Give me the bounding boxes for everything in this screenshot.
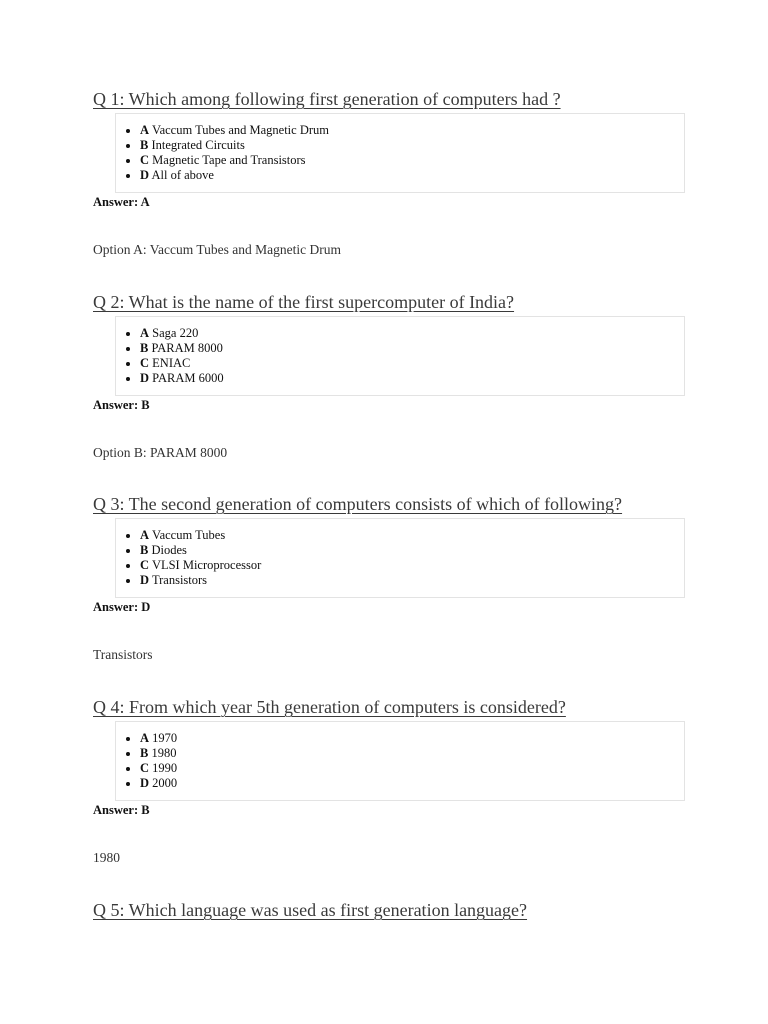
answer-explanation: Option B: PARAM 8000	[93, 445, 228, 460]
option-letter: B	[140, 138, 149, 152]
option-text: Vaccum Tubes	[151, 528, 226, 542]
option-a	[140, 731, 684, 746]
option-letter: A	[140, 326, 150, 340]
question-1	[93, 89, 693, 258]
option-letter: B	[140, 543, 149, 557]
option-letter: A	[140, 528, 150, 542]
option-letter: D	[140, 776, 150, 790]
option-text: Saga 220	[152, 326, 199, 340]
option-c	[140, 761, 684, 776]
option-b	[140, 543, 684, 558]
answer-label: Answer: D	[93, 600, 151, 614]
question-4	[93, 697, 693, 866]
answer-explanation: 1980	[93, 850, 120, 865]
option-letter: D	[140, 573, 150, 587]
option-d	[140, 168, 684, 183]
question-3-options	[115, 518, 685, 598]
question-5	[93, 900, 693, 920]
option-letter: D	[140, 371, 150, 385]
question-1-title[interactable]: Q 1: Which among following first generation of computers had ?	[93, 89, 561, 109]
question-3	[93, 494, 693, 663]
option-a	[140, 326, 684, 341]
option-letter: C	[140, 761, 150, 775]
option-b	[140, 138, 684, 153]
option-text: 1990	[152, 761, 178, 775]
option-a	[140, 528, 684, 543]
option-text: PARAM 6000	[152, 371, 224, 385]
option-text: Transistors	[151, 573, 208, 587]
option-a	[140, 123, 684, 138]
question-2-title[interactable]: Q 2: What is the name of the first supercomputer of India?	[93, 292, 515, 312]
option-letter: C	[140, 558, 150, 572]
option-c	[140, 558, 684, 573]
option-text: Vaccum Tubes and Magnetic Drum	[151, 123, 329, 137]
option-text: ENIAC	[152, 356, 191, 370]
option-text: 1970	[152, 731, 178, 745]
option-letter: C	[140, 356, 150, 370]
option-b	[140, 341, 684, 356]
question-1-options	[115, 113, 685, 193]
option-letter: A	[140, 123, 150, 137]
question-4-options	[115, 721, 685, 801]
question-4-title[interactable]: Q 4: From which year 5th generation of computers is considered?	[93, 697, 566, 717]
option-text: 2000	[152, 776, 178, 790]
option-letter: B	[140, 746, 149, 760]
answer-explanation: Option A: Vaccum Tubes and Magnetic Drum	[93, 242, 341, 257]
option-d	[140, 776, 684, 791]
option-text: PARAM 8000	[151, 341, 223, 355]
option-letter: C	[140, 153, 150, 167]
answer-label: Answer: B	[93, 803, 150, 817]
option-d	[140, 573, 684, 588]
option-letter: D	[140, 168, 150, 182]
option-d	[140, 371, 684, 386]
answer-explanation: Transistors	[93, 647, 153, 662]
option-text: Magnetic Tape and Transistors	[152, 153, 306, 167]
option-text: VLSI Microprocessor	[151, 558, 262, 572]
option-c	[140, 153, 684, 168]
option-letter: B	[140, 341, 149, 355]
answer-label: Answer: B	[93, 398, 150, 412]
option-text: 1980	[151, 746, 177, 760]
question-2-options	[115, 316, 685, 396]
question-3-title[interactable]: Q 3: The second generation of computers consists of which of following?	[93, 494, 623, 514]
option-c	[140, 356, 684, 371]
option-text: Integrated Circuits	[151, 138, 245, 152]
option-b	[140, 746, 684, 761]
question-5-title[interactable]: Q 5: Which language was used as first generation language?	[93, 900, 528, 920]
option-text: All of above	[151, 168, 214, 182]
option-text: Diodes	[151, 543, 187, 557]
answer-label: Answer: A	[93, 195, 150, 209]
question-2	[93, 292, 693, 461]
option-letter: A	[140, 731, 150, 745]
